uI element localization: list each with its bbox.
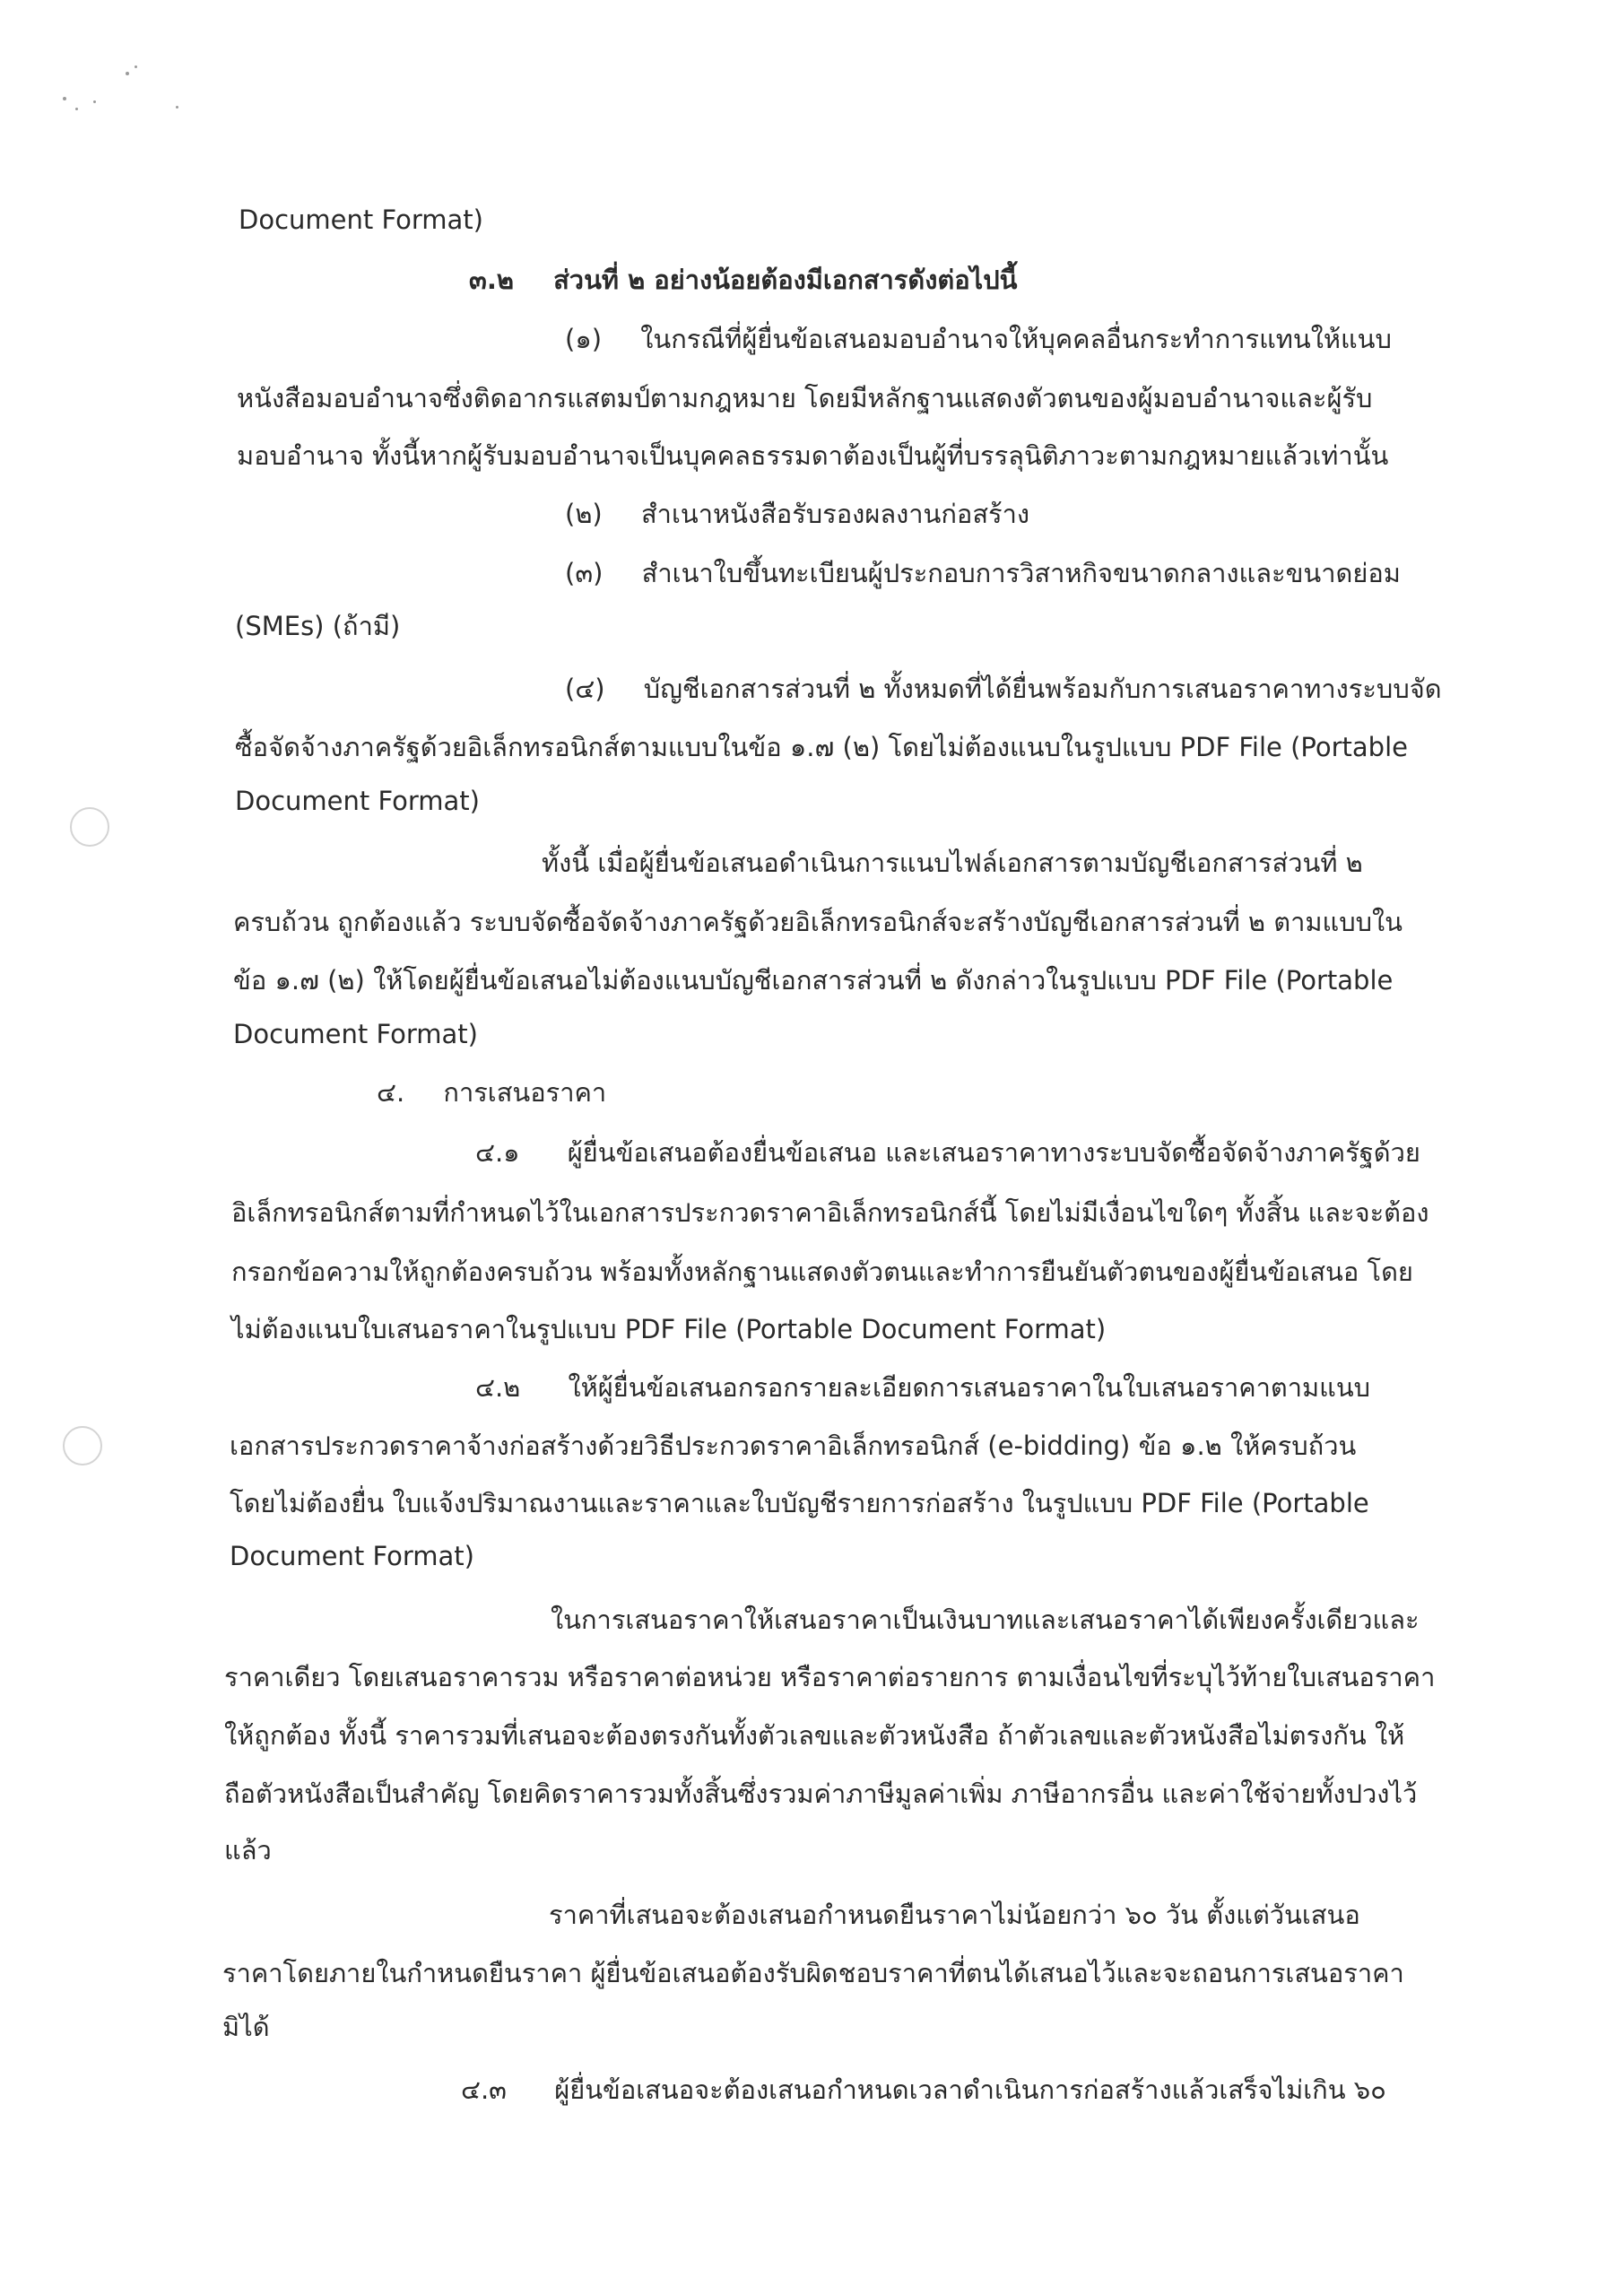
section-number: ๓.๒	[469, 265, 514, 295]
list-item	[461, 2072, 1386, 2108]
item-text: สำเนาใบขึ้นทะเบียนผู้ประกอบการวิสาหกิจขนาดกลางและขนาดย่อม	[641, 558, 1401, 588]
text-line: ราคาที่เสนอจะต้องเสนอกำหนดยืนราคาไม่น้อยกว่า ๖๐ วัน ตั้งแต่วันเสนอ	[549, 1900, 1360, 1930]
item-number: ๔.๒	[475, 1372, 521, 1403]
list-item	[475, 1135, 1420, 1170]
item-number: (๑)	[565, 324, 603, 354]
text-line: Document Format)	[239, 204, 483, 235]
list-item	[475, 1370, 1370, 1405]
text-line: (SMEs) (ถ้ามี)	[235, 611, 401, 641]
scan-speck	[126, 72, 129, 75]
item-text: ผู้ยื่นข้อเสนอจะต้องเสนอกำหนดเวลาดำเนินการก่อสร้างแล้วเสร็จไม่เกิน ๖๐	[554, 2074, 1386, 2105]
item-text: ผู้ยื่นข้อเสนอต้องยื่นข้อเสนอ และเสนอราคาทางระบบจัดซื้อจัดจ้างภาครัฐด้วย	[567, 1137, 1420, 1168]
text-line: ในการเสนอราคาให้เสนอราคาเป็นเงินบาทและเสนอราคาได้เพียงครั้งเดียวและ	[551, 1605, 1420, 1635]
text-line: ให้ถูกต้อง ทั้งนี้ ราคารวมที่เสนอจะต้องตรงกันทั้งตัวเลขและตัวหนังสือ ถ้าตัวเลขและตัวหนังสือไม่ตรงกัน ให้	[224, 1720, 1405, 1751]
text-line: ราคาเดียว โดยเสนอราคารวม หรือราคาต่อหน่วย หรือราคาต่อรายการ ตามเงื่อนไขที่ระบุไว้ท้ายใบเสนอราคา	[224, 1662, 1436, 1692]
section-title: การเสนอราคา	[443, 1077, 607, 1108]
text-line: ซื้อจัดจ้างภาครัฐด้วยอิเล็กทรอนิกส์ตามแบบในข้อ ๑.๗ (๒) โดยไม่ต้องแนบในรูปแบบ PDF File (Portable	[235, 732, 1408, 762]
item-number: (๒)	[565, 499, 603, 529]
text-line: ครบถ้วน ถูกต้องแล้ว ระบบจัดซื้อจัดจ้างภาครัฐด้วยอิเล็กทรอนิกส์จะสร้างบัญชีเอกสารส่วนที่ ๒ ตามแบบใน	[233, 907, 1403, 937]
list-item	[565, 496, 1029, 532]
list-item	[565, 321, 1392, 357]
list-item	[565, 555, 1401, 591]
section-title: ส่วนที่ ๒ อย่างน้อยต้องมีเอกสารดังต่อไปนี้	[553, 265, 1018, 295]
scan-speck	[93, 100, 96, 103]
scan-speck	[176, 106, 178, 109]
text-line: ทั้งนี้ เมื่อผู้ยื่นข้อเสนอดำเนินการแนบไฟล์เอกสารตามบัญชีเอกสารส่วนที่ ๒	[542, 848, 1363, 878]
text-line: มิได้	[222, 2012, 270, 2042]
section-number: ๔.	[377, 1077, 405, 1108]
text-line: แล้ว	[224, 1835, 272, 1866]
item-text: สำเนาหนังสือรับรองผลงานก่อสร้าง	[640, 499, 1030, 529]
text-line: Document Format)	[233, 1019, 478, 1049]
item-number: (๔)	[565, 674, 605, 704]
item-text: บัญชีเอกสารส่วนที่ ๒ ทั้งหมดที่ได้ยื่นพร้อมกับการเสนอราคาทางระบบจัด	[643, 674, 1442, 704]
punch-hole-top	[70, 807, 109, 847]
list-item	[565, 671, 1442, 707]
text-line: โดยไม่ต้องยื่น ใบแจ้งปริมาณงานและราคาและใบบัญชีรายการก่อสร้าง ในรูปแบบ PDF File (Portable	[230, 1488, 1369, 1518]
scan-speck	[135, 65, 137, 68]
text-line: กรอกข้อความให้ถูกต้องครบถ้วน พร้อมทั้งหลักฐานแสดงตัวตนและทำการยืนยันตัวตนของผู้ยื่นข้อเสนอ โดย	[231, 1257, 1413, 1287]
text-line: ไม่ต้องแนบใบเสนอราคาในรูปแบบ PDF File (Portable Document Format)	[231, 1314, 1107, 1344]
text-line: มอบอำนาจ ทั้งนี้หากผู้รับมอบอำนาจเป็นบุคคลธรรมดาต้องเป็นผู้ที่บรรลุนิติภาวะตามกฎหมายแล้วเท่านั้น	[237, 440, 1389, 471]
text-line: หนังสือมอบอำนาจซึ่งติดอากรแสตมป์ตามกฎหมาย โดยมีหลักฐานแสดงตัวตนของผู้มอบอำนาจและผู้รับ	[237, 383, 1373, 413]
text-line: อิเล็กทรอนิกส์ตามที่กำหนดไว้ในเอกสารประกวดราคาอิเล็กทรอนิกส์นี้ โดยไม่มีเงื่อนไขใดๆ ทั้งสิ้น และจะต้อง	[231, 1197, 1429, 1228]
scan-speck	[75, 108, 78, 110]
item-number: ๔.๓	[461, 2074, 507, 2105]
item-number: ๔.๑	[475, 1137, 520, 1168]
text-line: เอกสารประกวดราคาจ้างก่อสร้างด้วยวิธีประกวดราคาอิเล็กทรอนิกส์ (e-bidding) ข้อ ๑.๒ ให้ครบถ้วน	[230, 1431, 1357, 1461]
scan-speck	[63, 97, 66, 100]
section-heading	[377, 1074, 606, 1110]
item-text: ในกรณีที่ผู้ยื่นข้อเสนอมอบอำนาจให้บุคคลอื่นกระทำการแทนให้แนบ	[640, 324, 1392, 354]
item-number: (๓)	[565, 558, 604, 588]
text-line: ถือตัวหนังสือเป็นสำคัญ โดยคิดราคารวมทั้งสิ้นซึ่งรวมค่าภาษีมูลค่าเพิ่ม ภาษีอากรอื่น และค่าใช้จ่ายทั้งปวงไว้	[224, 1779, 1418, 1809]
text-line: Document Format)	[230, 1541, 474, 1571]
text-line: ข้อ ๑.๗ (๒) ให้โดยผู้ยื่นข้อเสนอไม่ต้องแนบบัญชีเอกสารส่วนที่ ๒ ดังกล่าวในรูปแบบ PDF File (Portable	[233, 965, 1394, 996]
text-line: ราคาโดยภายในกำหนดยืนราคา ผู้ยื่นข้อเสนอต้องรับผิดชอบราคาที่ตนได้เสนอไว้และจะถอนการเสนอราคา	[222, 1958, 1404, 1988]
punch-hole-bottom	[63, 1426, 102, 1465]
text-line: Document Format)	[235, 786, 480, 816]
section-heading	[469, 262, 1017, 298]
item-text: ให้ผู้ยื่นข้อเสนอกรอกรายละเอียดการเสนอราคาในใบเสนอราคาตามแนบ	[568, 1372, 1371, 1403]
